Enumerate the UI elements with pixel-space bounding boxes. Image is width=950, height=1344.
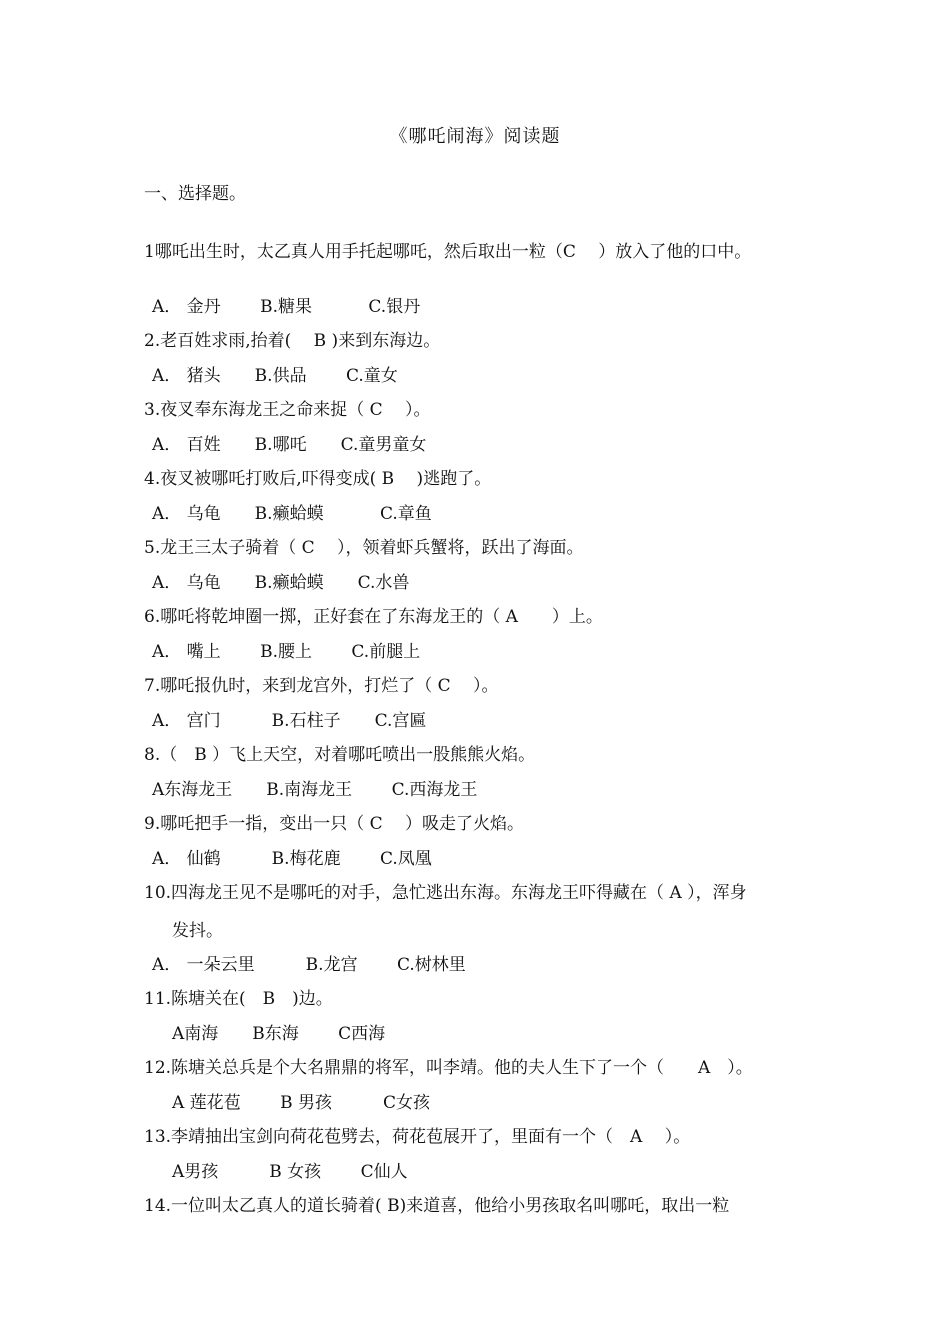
page-title: 《哪吒闹海》阅读题 [389,126,561,147]
section-heading: 一、选择题。 [144,184,246,204]
options-1: A． 金丹 B.糖果 C.银丹 [152,297,421,317]
options-9: A． 仙鹤 B.梅花鹿 C.凤凰 [152,849,432,869]
question-2: 2.老百姓求雨,抬着( B )来到东海边。 [144,331,441,351]
options-10: A． 一朵云里 B.龙宫 C.树林里 [152,955,466,975]
options-2: A． 猪头 B.供品 C.童女 [152,366,398,386]
question-14: 14.一位叫太乙真人的道长骑着( B)来道喜，他给小男孩取名叫哪吒，取出一粒 [144,1196,730,1216]
options-13: A男孩 B 女孩 C仙人 [172,1162,408,1182]
options-5: A． 乌龟 B.癞蛤蟆 C.水兽 [152,573,410,593]
question-5: 5.龙王三太子骑着（ C ），领着虾兵蟹将，跃出了海面。 [144,538,584,558]
question-9: 9.哪吒把手一指，变出一只（ C ）吸走了火焰。 [144,814,525,834]
question-7: 7.哪吒报仇时，来到龙宫外，打烂了（ C ）。 [144,676,499,696]
question-11: 11.陈塘关在( B )边。 [144,989,333,1009]
options-4: A． 乌龟 B.癞蛤蟆 C.章鱼 [152,504,432,524]
question-13: 13.李靖抽出宝剑向荷花苞劈去，荷花苞展开了，里面有一个（ A ）。 [144,1127,691,1147]
question-12: 12.陈塘关总兵是个大名鼎鼎的将军，叫李靖。他的夫人生下了一个（ A ）。 [144,1058,753,1078]
question-10-continued: 发抖。 [172,921,223,941]
options-3: A． 百姓 B.哪吒 C.童男童女 [152,435,427,455]
question-6: 6.哪吒将乾坤圈一掷，正好套在了东海龙王的（ A ）上。 [144,607,603,627]
question-8: 8.（ B ）飞上天空，对着哪吒喷出一股熊熊火焰。 [144,745,536,765]
question-4: 4.夜叉被哪吒打败后,吓得变成( B )逃跑了。 [144,469,492,489]
question-10: 10.四海龙王见不是哪吒的对手，急忙逃出东海。东海龙王吓得藏在（ A ），浑身 [144,883,747,903]
question-3: 3.夜叉奉东海龙王之命来捉（ C ）。 [144,400,431,420]
options-12: A 莲花苞 B 男孩 C女孩 [172,1093,430,1113]
question-1: 1哪吒出生时，太乙真人用手托起哪吒，然后取出一粒（C ）放入了他的口中。 [144,242,752,262]
options-11: A南海 B东海 C西海 [172,1024,386,1044]
options-8: A东海龙王 B.南海龙王 C.西海龙王 [152,780,478,800]
options-7: A． 宫门 B.石柱子 C.宫匾 [152,711,427,731]
options-6: A． 嘴上 B.腰上 C.前腿上 [152,642,421,662]
